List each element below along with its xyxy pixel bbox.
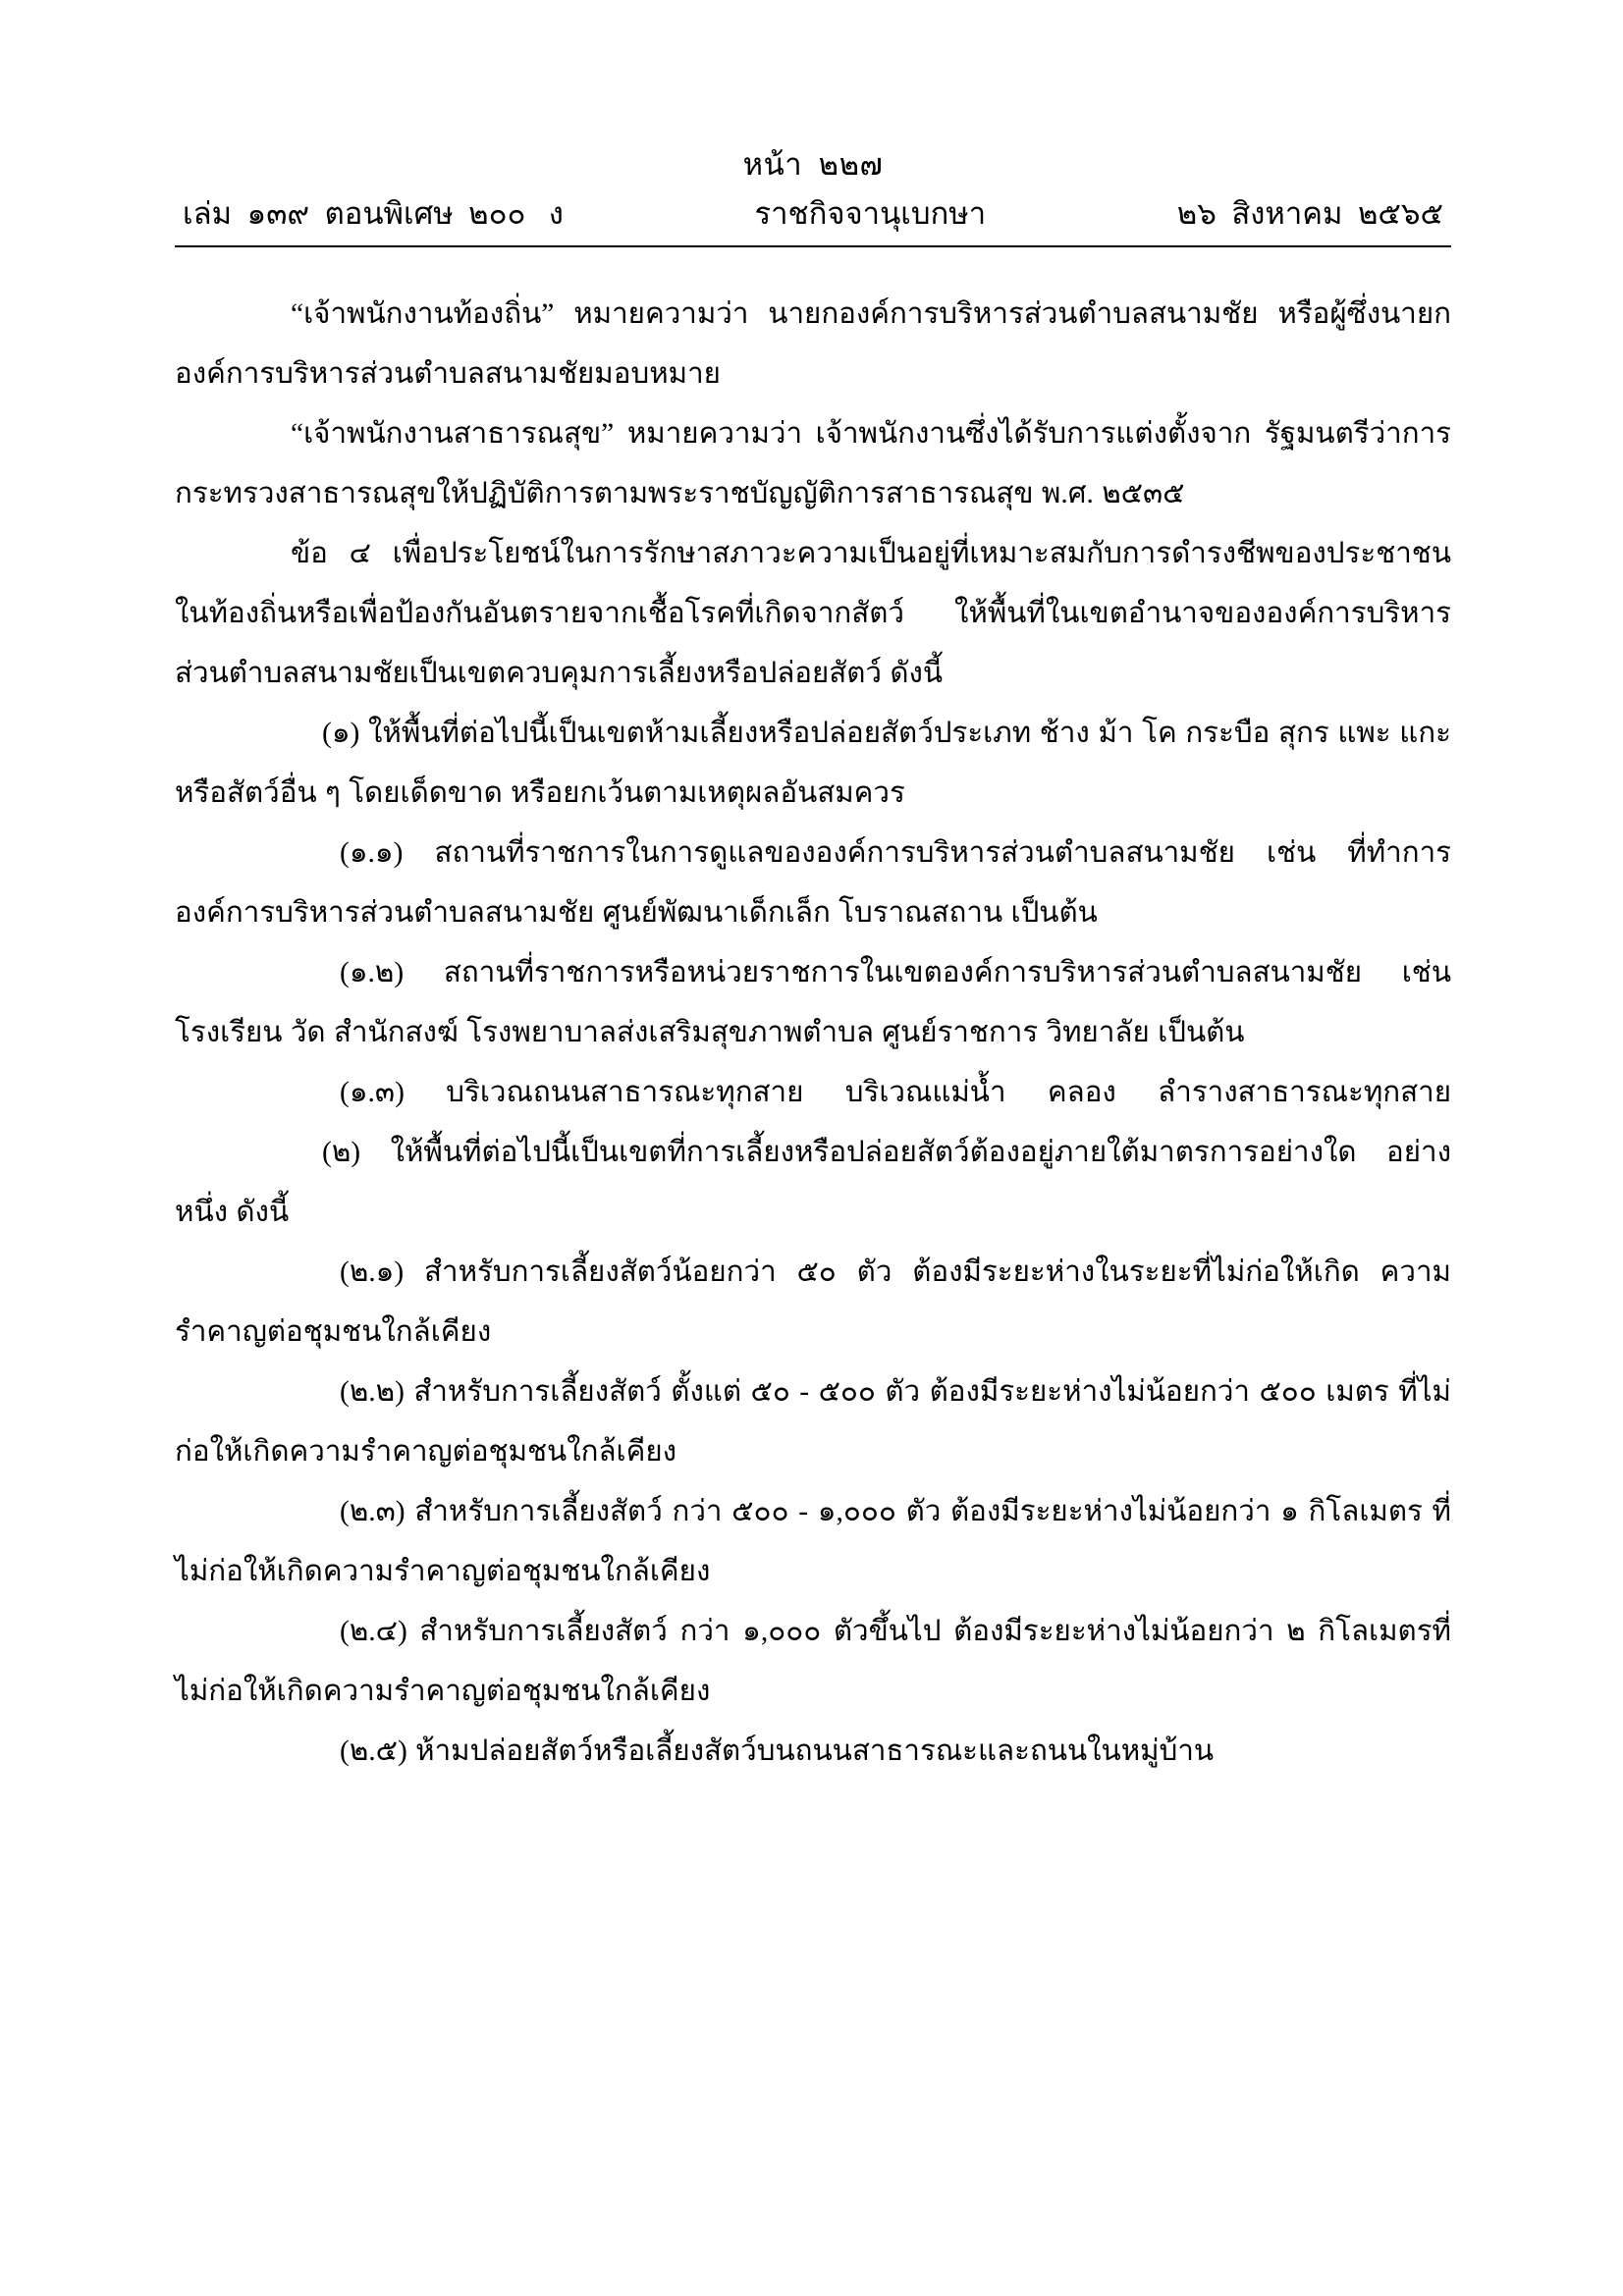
paragraph-item-2-3: (๒.๓) สำหรับการเลี้ยงสัตว์ กว่า ๕๐๐ - ๑,๐๐๐ ตัว ต้องมีระยะห่างไม่น้อยกว่า ๑ กิโลเมตร ที่ไม่ก่อให้เกิดความรำคาญต่อชุมชนใกล้เคียง: [175, 1495, 1451, 1587]
paragraph-def-health-officer: “เจ้าพนักงานสาธารณสุข” หมายความว่า เจ้าพนักงานซึ่งได้รับการแต่งตั้งจาก รัฐมนตรีว่าการกระทรวงสาธารณสุขให้ปฏิบัติการตามพระราชบัญญัติการสาธารณสุข พ.ศ. ๒๕๓๕: [175, 417, 1451, 509]
paragraph-item-2-4: (๒.๔) สำหรับการเลี้ยงสัตว์ กว่า ๑,๐๐๐ ตัวขึ้นไป ต้องมีระยะห่างไม่น้อยกว่า ๒ กิโลเมตรที่ไม่ก่อให้เกิดความรำคาญต่อชุมชนใกล้เคียง: [175, 1615, 1451, 1707]
paragraph-item-1-2: (๑.๒) สถานที่ราชการหรือหน่วยราชการในเขตองค์การบริหารส่วนตำบลสนามชัย เช่น โรงเรียน วัด สำนักสงฆ์ โรงพยาบาลส่งเสริมสุขภาพตำบล ศูนย์ราชการ วิทยาลัย เป็นต้น: [175, 956, 1451, 1048]
publication-date: ๒๖ สิงหาคม ๒๕๖๕: [1176, 195, 1443, 231]
paragraph-item-1: (๑) ให้พื้นที่ต่อไปนี้เป็นเขตห้ามเลี้ยงหรือปล่อยสัตว์ประเภท ช้าง ม้า โค กระบือ สุกร แพะ แกะ หรือสัตว์อื่น ๆ โดยเด็ดขาด หรือยกเว้นตามเหตุผลอันสมควร: [175, 717, 1451, 809]
paragraph-def-local-officer: “เจ้าพนักงานท้องถิ่น” หมายความว่า นายกองค์การบริหารส่วนตำบลสนามชัย หรือผู้ซึ่งนายกองค์การบริหารส่วนตำบลสนามชัยมอบหมาย: [175, 297, 1451, 390]
paragraph-clause-4: ข้อ ๔ เพื่อประโยชน์ในการรักษาสภาวะความเป็นอยู่ที่เหมาะสมกับการดำรงชีพของประชาชน ในท้องถิ่นหรือเพื่อป้องกันอันตรายจากเชื้อโรคที่เกิดจากสัตว์ ให้พื้นที่ในเขตอำนาจขององค์การบริหาร ส่วนตำบลสนามชัยเป็นเขตควบคุมการเลี้ยงหรือปล่อยสัตว์ ดังนี้: [175, 537, 1451, 689]
paragraph-item-1-3: (๑.๓) บริเวณถนนสาธารณะทุกสาย บริเวณแม่น้ำ คลอง ลำรางสาธารณะทุกสาย: [340, 1076, 1451, 1108]
document-body: [175, 285, 1451, 1782]
header-divider: [175, 245, 1451, 247]
page-header: [175, 147, 1451, 247]
page-content: [175, 147, 1451, 1782]
paragraph-item-2: (๒) ให้พื้นที่ต่อไปนี้เป็นเขตที่การเลี้ยงหรือปล่อยสัตว์ต้องอยู่ภายใต้มาตรการอย่างใด อย่างหนึ่ง ดังนี้: [175, 1136, 1451, 1228]
paragraph-item-2-5: (๒.๕) ห้ามปล่อยสัตว์หรือเลี้ยงสัตว์บนถนนสาธารณะและถนนในหมู่บ้าน: [340, 1735, 1215, 1767]
gazette-title: ราชกิจจานุเบกษา: [754, 195, 987, 231]
volume-label: เล่ม ๑๓๙ ตอนพิเศษ ๒๐๐ ง: [183, 195, 564, 231]
gazette-header-row: [175, 188, 1451, 238]
page-number-label: หน้า ๒๒๗: [742, 147, 884, 182]
paragraph-item-2-1: (๒.๑) สำหรับการเลี้ยงสัตว์น้อยกว่า ๕๐ ตัว ต้องมีระยะห่างในระยะที่ไม่ก่อให้เกิด ความรำคาญต่อชุมชนใกล้เคียง: [175, 1255, 1451, 1348]
paragraph-item-2-2: (๒.๒) สำหรับการเลี้ยงสัตว์ ตั้งแต่ ๕๐ - ๕๐๐ ตัว ต้องมีระยะห่างไม่น้อยกว่า ๕๐๐ เมตร ที่ไม่ก่อให้เกิดความรำคาญต่อชุมชนใกล้เคียง: [175, 1375, 1451, 1468]
paragraph-item-1-1: (๑.๑) สถานที่ราชการในการดูแลขององค์การบริหารส่วนตำบลสนามชัย เช่น ที่ทำการองค์การบริหารส่วนตำบลสนามชัย ศูนย์พัฒนาเด็กเล็ก โบราณสถาน เป็นต้น: [175, 836, 1451, 929]
